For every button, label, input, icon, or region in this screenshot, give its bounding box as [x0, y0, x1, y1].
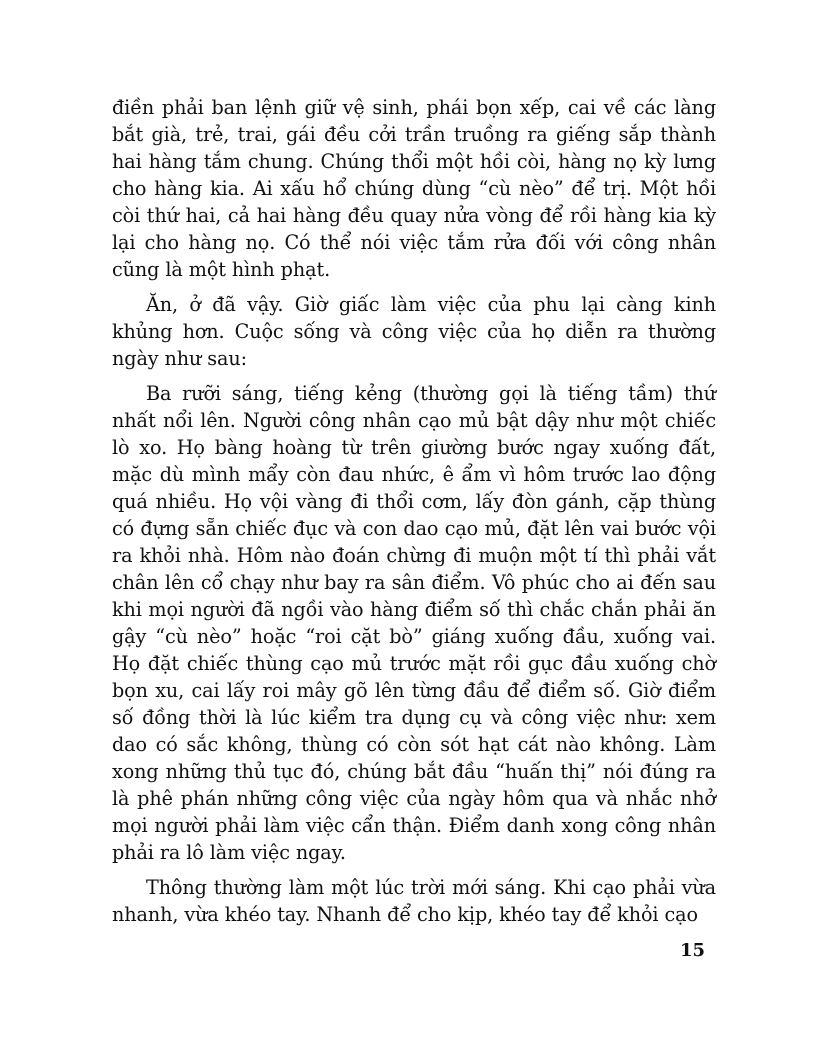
paragraph-4: Thông thường làm một lúc trời mới sáng. Khi cạo phải vừa nhanh, vừa khéo tay. Nhanh để cho kịp, khéo tay để khỏi cạo: [112, 876, 716, 926]
paragraph-1: điền phải ban lệnh giữ vệ sinh, phái bọn xếp, cai về các làng bắt già, trẻ, trai, gái đều cởi trần truồng ra giếng sắp thành hai hàng tắm chung. Chúng thổi một hồi còi, hàng nọ kỳ lưng cho hàng kia. Ai xấu hổ chúng dùng “cù nèo” để trị. Một hồi còi thứ hai, cả hai hàng đều quay nửa vòng để rồi hàng kia kỳ lại cho hàng nọ. Có thể nói việc tắm rửa đối với công nhân cũng là một hình phạt.: [112, 96, 716, 281]
page-number: 15: [680, 940, 706, 961]
paragraph-2: Ăn, ở đã vậy. Giờ giấc làm việc của phu lại càng kinh khủng hơn. Cuộc sống và công việc của họ diễn ra thường ngày như sau:: [112, 293, 716, 370]
page-body: [112, 94, 716, 928]
paragraph-3: Ba rưỡi sáng, tiếng kẻng (thường gọi là tiếng tầm) thứ nhất nổi lên. Người công nhân cạo mủ bật dậy như một chiếc lò xo. Họ bàng hoàng từ trên giường bước ngay xuống đất, mặc dù mình mẩy còn đau nhức, ê ẩm vì hôm trước lao động quá nhiều. Họ vội vàng đi thổi cơm, lấy đòn gánh, cặp thùng có đựng sẵn chiếc đục và con dao cạo mủ, đặt lên vai bước vội ra khỏi nhà. Hôm nào đoán chừng đi muộn một tí thì phải vắt chân lên cổ chạy như bay ra sân điểm. Vô phúc cho ai đến sau khi mọi người đã ngồi vào hàng điểm số thì chắc chắn phải ăn gậy “cù nèo” hoặc “roi cặt bò” giáng xuống đầu, xuống vai. Họ đặt chiếc thùng cạo mủ trước mặt rồi gục đầu xuống chờ bọn xu, cai lấy roi mây gõ lên từng đầu để điểm số. Giờ điểm số đồng thời là lúc kiểm tra dụng cụ và công việc như: xem dao có sắc không, thùng có còn sót hạt cát nào không. Làm xong những thủ tục đó, chúng bắt đầu “huấn thị” nói đúng ra là phê phán những công việc của ngày hôm qua và nhắc nhở mọi người phải làm việc cẩn thận. Điểm danh xong công nhân phải ra lô làm việc ngay.: [112, 382, 716, 864]
